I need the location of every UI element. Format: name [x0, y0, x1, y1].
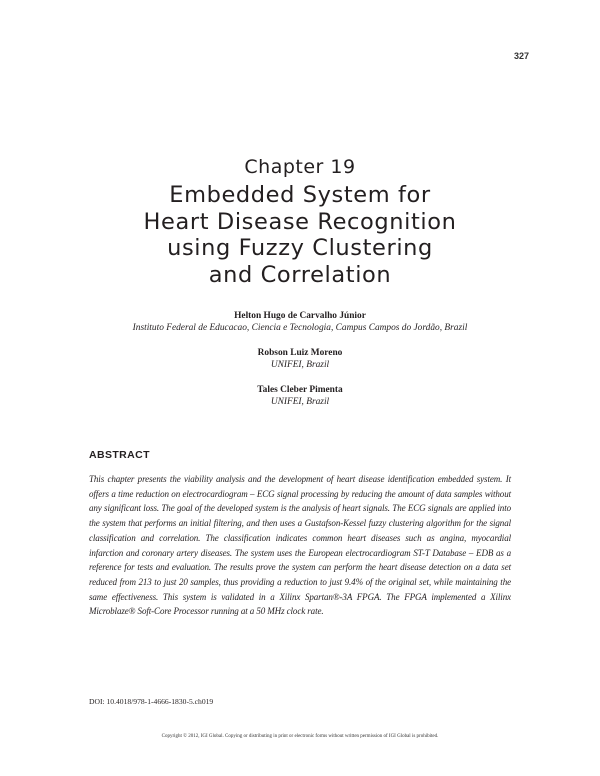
- chapter-label: Chapter 19: [244, 156, 356, 178]
- chapter-title: [80, 182, 520, 288]
- chapter-title-line: using Fuzzy Clustering: [167, 235, 433, 261]
- author-block: [60, 348, 540, 371]
- doi-line: DOI: 10.4018/978-1-4666-1830-5.ch019: [89, 697, 214, 706]
- author-affiliation: UNIFEI, Brazil: [270, 359, 330, 370]
- author-name: Robson Luiz Moreno: [257, 348, 343, 358]
- copyright-notice: Copyright © 2012, IGI Global. Copying or distributing in print or electronic forms without written permission of IGI Global is prohibited.: [161, 734, 439, 739]
- page-number: 327: [513, 51, 529, 61]
- author-affiliation: UNIFEI, Brazil: [270, 396, 330, 407]
- chapter-title-line: and Correlation: [208, 261, 392, 288]
- author-name: Helton Hugo de Carvalho Júnior: [234, 311, 366, 321]
- abstract-heading: ABSTRACT: [89, 449, 150, 461]
- author-list: [60, 311, 540, 422]
- chapter-title-line: Embedded System for: [169, 182, 431, 208]
- author-block: [60, 311, 540, 334]
- abstract-body: This chapter presents the viability analysis and the development of heart disease identification embedded system. It offers a time reduction on electrocardiogram – ECG signal processing by reducing the amount of data samples without any significant loss. The goal of the developed system is the analysis of heart signals. The ECG signals are applied into the system that performs an initial filtering, and then uses a Gustafson-Kessel fuzzy clustering algorithm for the signal classification and correlation. The classification indicates common heart diseases such as angina, myocardial infarction and coronary artery diseases. The system uses the European electrocardiogram ST-T Database – EDB as a reference for tests and evaluation. The results prove the system can perform the heart disease detection on a data set reduced from 213 to just 20 samples, thus providing a reduction to just 9.4% of the original set, while maintaining the same effectiveness. This system is validated in a Xilinx Spartan®-3A FPGA. The FPGA implemented a Xilinx Microblaze® Soft-Core Processor running at a 50 MHz clock rate.: [89, 474, 511, 617]
- author-name: Tales Cleber Pimenta: [257, 385, 343, 395]
- chapter-title-line: Heart Disease Recognition: [143, 208, 457, 235]
- author-affiliation: Instituto Federal de Educacao, Ciencia e Tecnologia, Campus Campos do Jordão, Brazil: [132, 322, 468, 333]
- author-block: [60, 385, 540, 408]
